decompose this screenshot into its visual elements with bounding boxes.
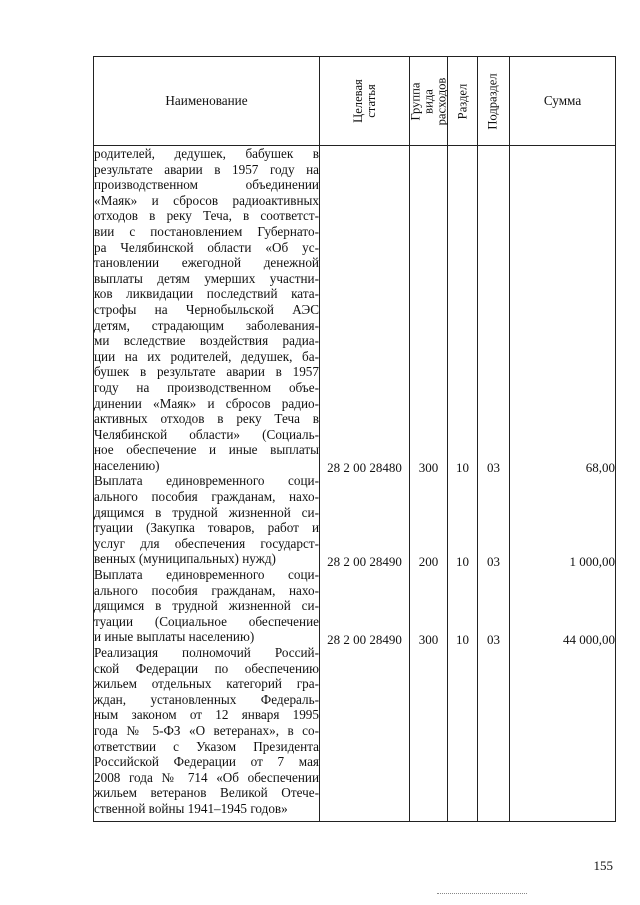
- sum-value: 68,00: [585, 460, 615, 475]
- section-value: 10: [456, 460, 469, 475]
- target-column: [320, 146, 410, 822]
- target-value: 28 2 00 28480: [327, 460, 402, 475]
- group-value: 300: [418, 631, 439, 647]
- name-line: ственной войны 1941–1945 годов»: [94, 800, 288, 816]
- name-line: ра Челябинской области «Об ус-: [94, 239, 319, 255]
- name-line: ков ликвидации последствий ката-: [94, 286, 319, 302]
- header-section: Раздел: [448, 57, 478, 146]
- header-subsection: Подраздел: [478, 57, 510, 146]
- group-column: [410, 146, 448, 822]
- name-line: результате аварии в 1957 году на: [94, 161, 319, 177]
- name-line: туации (Закупка товаров, работ и: [94, 520, 319, 536]
- group-value: 200: [418, 553, 439, 569]
- name-line: Реализация полномочий Россий-: [94, 645, 319, 660]
- header-name: Наименование: [94, 57, 320, 146]
- name-line: отходов в реку Теча, в соответст-: [94, 208, 319, 224]
- name-line: населению): [94, 457, 160, 473]
- group-value: 300: [418, 460, 439, 475]
- section-value: 10: [456, 631, 469, 647]
- header-group: Группа вида расходов: [410, 57, 448, 146]
- name-line: Выплата единовременного соци-: [94, 567, 319, 583]
- subsection-value: 03: [487, 460, 500, 475]
- sum-value: 1 000,00: [569, 553, 615, 569]
- section-value: 10: [456, 553, 469, 569]
- table-header-row: [94, 57, 616, 146]
- name-line: ждан, установленных Федераль-: [94, 691, 319, 707]
- target-value: 28 2 00 28490: [327, 631, 402, 647]
- name-line: ное обеспечение и иные выплаты: [94, 442, 319, 458]
- name-line: динении «Маяк» и сбросов радио-: [94, 395, 319, 411]
- subsection-value: 03: [487, 631, 500, 647]
- name-line: бушек в результате аварии в 1957: [94, 364, 319, 380]
- name-line: 2008 года № 714 «Об обеспечении: [94, 769, 319, 785]
- name-line: ской Федерации по обеспечению: [94, 660, 319, 676]
- name-line: дящимся в трудной жизненной си-: [94, 504, 319, 520]
- page-number: 155: [593, 858, 613, 873]
- table-body-row: [94, 146, 616, 822]
- name-line: родителей, дедушек, бабушек в: [94, 146, 319, 161]
- name-line: жильем ветеранов Великой Отече-: [94, 785, 319, 801]
- target-value: 28 2 00 28490: [327, 553, 402, 569]
- name-line: дящимся в трудной жизненной си-: [94, 598, 319, 614]
- name-line: детям, страдающим заболевания-: [94, 317, 319, 333]
- name-line: активных отходов в реку Теча в: [94, 411, 319, 427]
- header-target: Целевая статья: [320, 57, 410, 146]
- name-line: года № 5-ФЗ «О ветеранах», в со-: [94, 722, 319, 738]
- name-line: году на производственном объе-: [94, 379, 319, 395]
- name-line: и иные выплаты населению): [94, 629, 255, 645]
- name-line: туации (Социальное обеспечение: [94, 613, 319, 629]
- name-line: производственном объединении: [94, 177, 319, 193]
- name-line: строфы на Чернобыльской АЭС: [94, 301, 319, 317]
- name-line: Российской Федерации от 7 мая: [94, 754, 319, 770]
- name-line: ответствии с Указом Президента: [94, 738, 319, 754]
- name-line: ального пособия гражданам, нахо-: [94, 582, 319, 598]
- sum-column: [510, 146, 616, 822]
- name-line: ми вследствие воздействия радиа-: [94, 333, 319, 349]
- sum-value: 44 000,00: [563, 631, 615, 647]
- name-line: ции на их родителей, дедушек, ба-: [94, 348, 319, 364]
- name-line: тановлении ежегодной денежной: [94, 255, 319, 271]
- name-line: Выплата единовременного соци-: [94, 473, 319, 489]
- header-sum: Сумма: [510, 57, 616, 146]
- scan-mark: [437, 893, 527, 894]
- budget-table: [93, 56, 616, 822]
- name-column: [94, 146, 320, 822]
- name-line: выплаты детям умерших участни-: [94, 270, 319, 286]
- name-line: услуг для обеспечения государст-: [94, 535, 319, 551]
- name-line: ным законом от 12 января 1995: [94, 707, 319, 723]
- name-line: Челябинской области» (Социаль-: [94, 426, 319, 442]
- subsection-value: 03: [487, 553, 500, 569]
- name-line: ального пособия гражданам, нахо-: [94, 489, 319, 505]
- name-line: «Маяк» и сбросов радиоактивных: [94, 192, 319, 208]
- section-column: [448, 146, 478, 822]
- name-line: венных (муниципальных) нужд): [94, 551, 276, 567]
- name-line: вии с постановлением Губернато-: [94, 223, 319, 239]
- subsection-column: [478, 146, 510, 822]
- name-line: жильем отдельных категорий гра-: [94, 676, 319, 692]
